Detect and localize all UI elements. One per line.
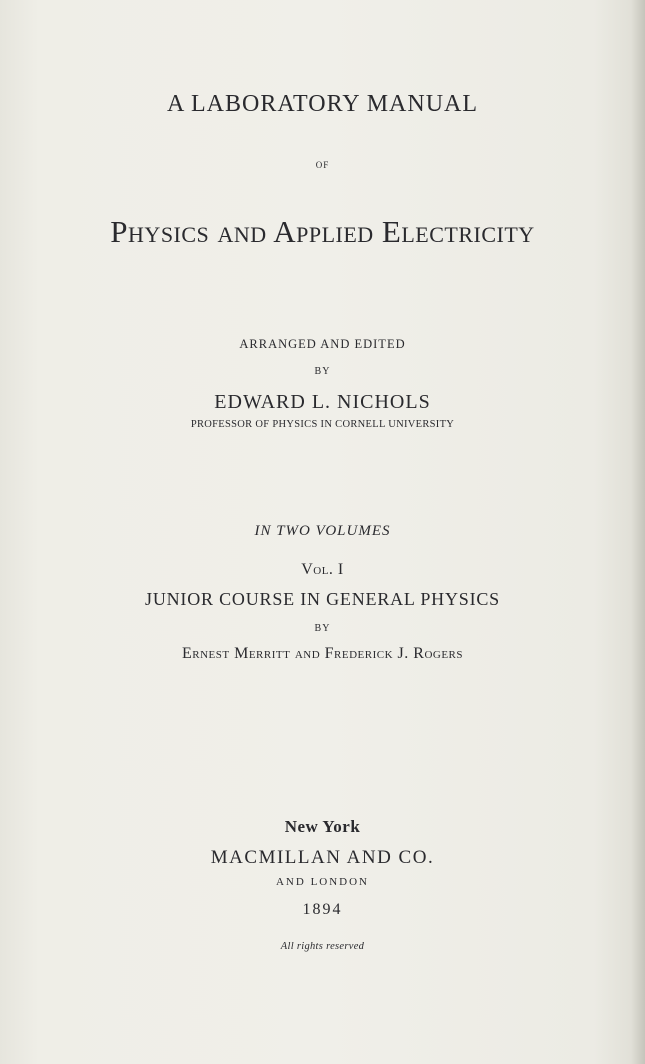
arranged-label: ARRANGED AND EDITED [239,337,406,351]
title-connector: OF [315,160,330,170]
volumes-note: IN TWO VOLUMES [254,523,391,539]
volume-number: Vol. I [301,561,344,578]
publisher-second-city: AND LONDON [275,876,370,888]
book-subject: Physics and Applied Electricity [110,214,535,249]
publication-year: 1894 [302,901,343,918]
publisher-city: New York [284,817,361,836]
volume-title: JUNIOR COURSE IN GENERAL PHYSICS [145,589,500,609]
book-title: A LABORATORY MANUAL [166,91,479,117]
by-label-authors: BY [314,623,331,634]
rights-notice: All rights reserved [280,941,365,952]
by-label-editor: BY [314,366,331,377]
publisher-name: MACMILLAN AND CO. [210,847,435,868]
editor-affiliation: PROFESSOR OF PHYSICS IN CORNELL UNIVERSITY [190,419,455,430]
editor-name: EDWARD L. NICHOLS [214,391,431,413]
volume-authors: Ernest Merritt and Frederick J. Rogers [181,645,464,662]
